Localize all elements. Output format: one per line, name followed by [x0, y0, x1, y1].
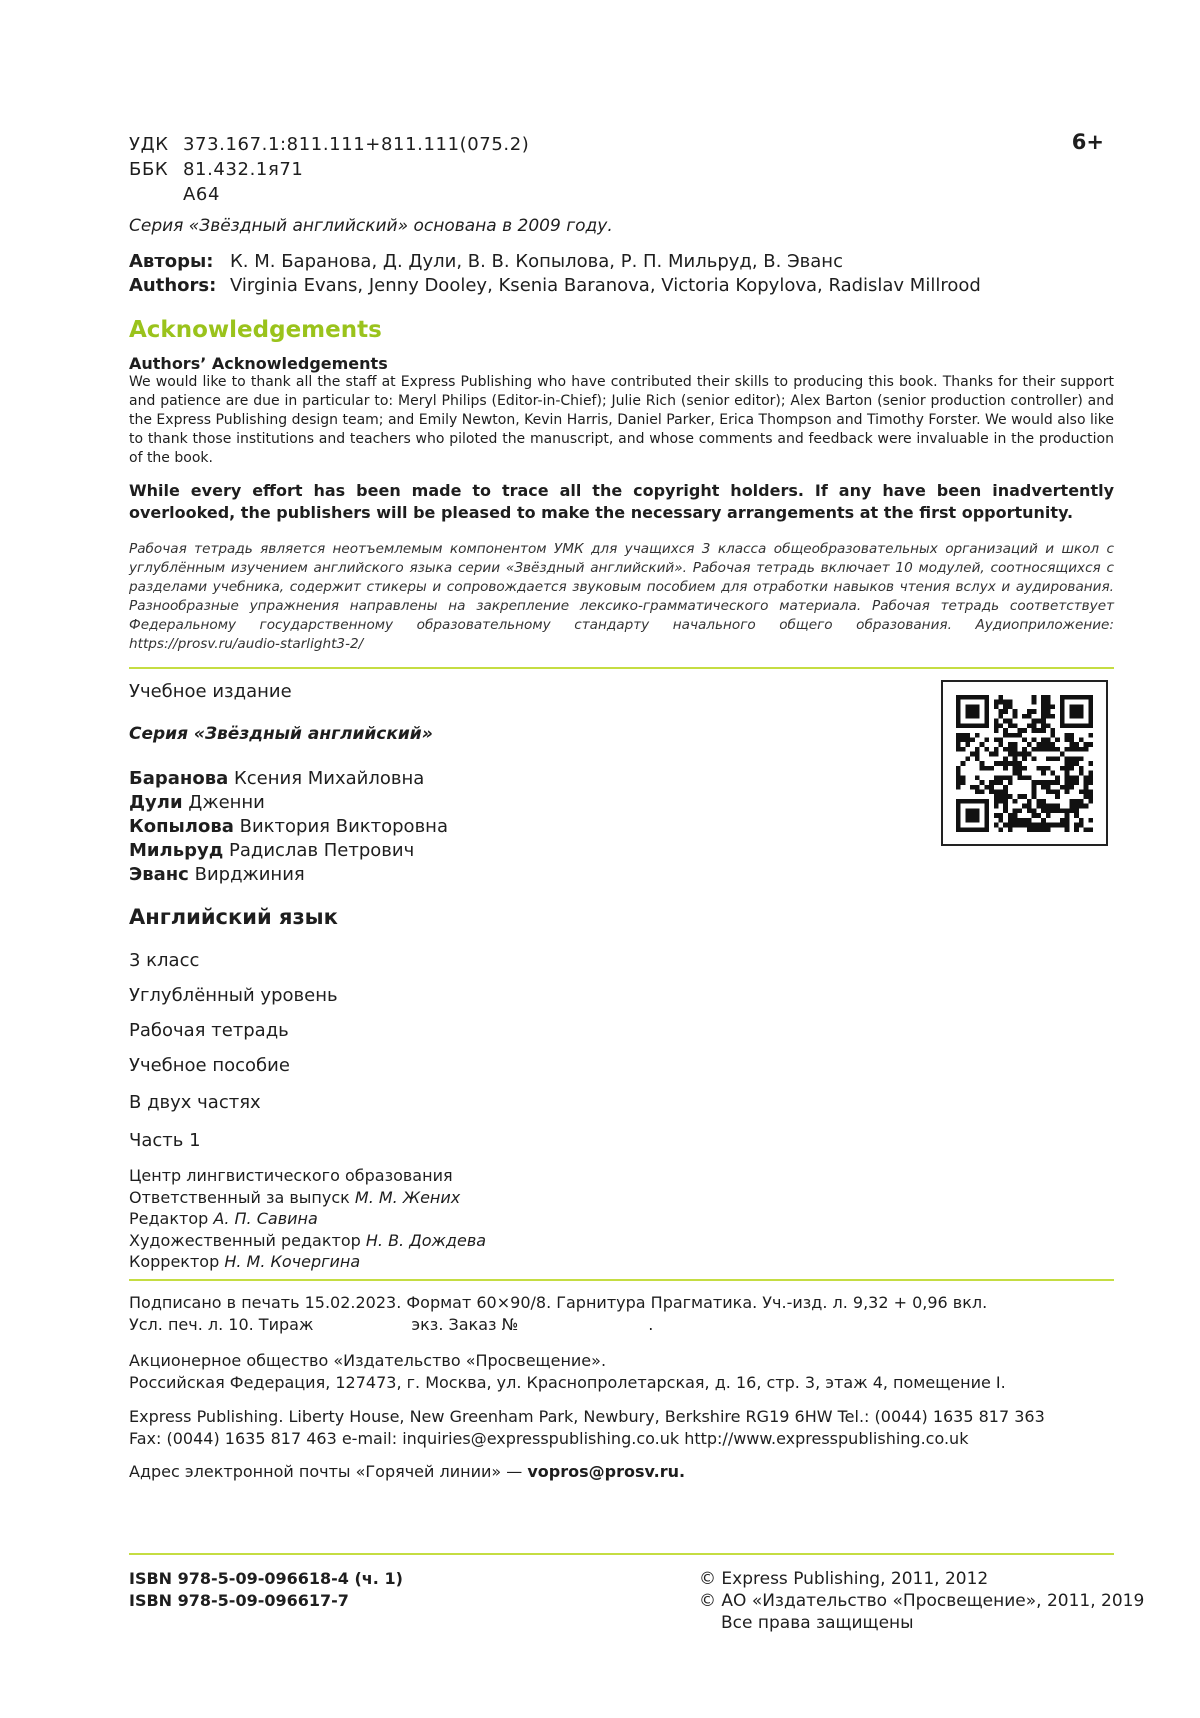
express-line-2: Fax: (0044) 1635 817 463 e-mail: inquiries@expresspublishing.co.uk http://www.expresspublishing.co.uk [129, 1429, 969, 1448]
copyright-3: Все права защищены [721, 1613, 914, 1633]
author-name-row [129, 863, 448, 887]
express-address [129, 1406, 1045, 1450]
publisher-street: Российская Федерация, 127473, г. Москва, ул. Краснопролетарская, д. 16, стр. 3, этаж 4, помещение I. [129, 1373, 1006, 1392]
copyright-block [699, 1568, 1144, 1634]
classification-codes [129, 132, 529, 207]
order-label: экз. Заказ № [411, 1315, 519, 1334]
hotline [129, 1462, 685, 1481]
responsible-line [129, 1187, 486, 1209]
editor-line [129, 1208, 486, 1230]
author-given: Вирджиния [194, 864, 305, 885]
subject-title: Английский язык [129, 905, 338, 929]
authors-ru-value: К. М. Баранова, Д. Дули, В. В. Копылова, Р. П. Мильруд, В. Эванс [230, 251, 843, 272]
book-type: Рабочая тетрадь [129, 1020, 289, 1041]
series-note: Серия «Звёздный английский» основана в 2009 году. [129, 216, 613, 236]
art-editor-label: Художественный редактор [129, 1230, 361, 1250]
author-mark: А64 [183, 184, 221, 205]
author-given: Ксения Михайловна [233, 768, 425, 789]
divider [129, 667, 1114, 669]
author-name-row [129, 815, 448, 839]
acknowledgements-subtitle: Authors’ Acknowledgements [129, 354, 388, 373]
author-given: Радислав Петрович [228, 840, 415, 861]
copyright-notice: While every effort has been made to trace all the copyright holders. If any have been inadvertently overlooked, the publishers will be pleased to make the necessary arrangements at the first opportunity. [129, 481, 1114, 522]
hotline-text: Адрес электронной почты «Горячей линии» — [129, 1462, 523, 1481]
age-rating: 6+ [1071, 130, 1104, 154]
author-surname: Копылова [129, 816, 234, 837]
author-name-row [129, 767, 448, 791]
author-surname: Эванс [129, 864, 189, 885]
parts-info: В двух частях [129, 1092, 261, 1113]
abstract: Рабочая тетрадь является неотъемлемым компонентом УМК для учащихся 3 класса общеобразовательных организаций и школ с углублённым изучением английского языка серии «Звёздный английский». Рабочая тетрадь включает 10 модулей, соотносящихся с разделами учебника, содержит стикеры и сопровождается звуковым пособием для отработки навыков чтения вслух и аудирования. Разнообразные упражнения направлены на закрепление лексико-грамматического материала. Рабочая тетрадь соответствует Федеральному государственному образовательному стандарту начального общего образования. Аудиоприложение: https://prosv.ru/audio-starlight3-2/ [129, 541, 1114, 652]
acknowledgements-body: We would like to thank all the staff at Express Publishing who have contributed their skills to producing this book. Thanks for their support and patience are due in particular to: Meryl Philips (Editor-in-Chief); Julie Rich (senior editor); Alex Barton (senior production controller) and the Express Publishing design team; and Emily Newton, Kevin Harris, Daniel Parker, Erica Thompson and Timothy Forster. We would also like to thank those institutions and teachers who piloted the manuscript, and whose comments and feedback were invaluable in the production of the book. [129, 374, 1114, 466]
isbn-2: ISBN 978-5-09-096617-7 [129, 1591, 349, 1610]
authors-en-label: Authors: [129, 275, 217, 296]
authors-block [129, 250, 981, 298]
author-name-row [129, 839, 448, 863]
staff-credits [129, 1165, 486, 1273]
authors-ru-label: Авторы: [129, 251, 214, 272]
author-names [129, 767, 448, 887]
responsible-label: Ответственный за выпуск [129, 1187, 350, 1207]
author-surname: Дули [129, 792, 183, 813]
author-given: Дженни [188, 792, 265, 813]
divider [129, 1279, 1114, 1281]
bbk-label: ББК [129, 159, 169, 180]
author-surname: Мильруд [129, 840, 224, 861]
print-line-1: Подписано в печать 15.02.2023. Формат 60×90/8. Гарнитура Прагматика. Уч.-изд. л. 9,32 + 0,96 вкл. [129, 1293, 988, 1312]
responsible-name: М. М. Жених [354, 1187, 461, 1207]
udk-label: УДК [129, 134, 169, 155]
acknowledgements-title: Acknowledgements [129, 317, 382, 343]
udk-value: 373.167.1:811.111+811.111(075.2) [183, 134, 530, 155]
editor-label: Редактор [129, 1209, 209, 1228]
series-title: Серия «Звёздный английский» [129, 724, 433, 744]
order-end: . [648, 1315, 654, 1334]
copyright-1: © Express Publishing, 2011, 2012 [699, 1569, 989, 1589]
aid-type: Учебное пособие [129, 1055, 290, 1076]
copyright-2: © АО «Издательство «Просвещение», 2011, 2019 [699, 1591, 1145, 1611]
bbk-value: 81.432.1я71 [183, 159, 304, 180]
author-surname: Баранова [129, 768, 229, 789]
art-editor-line [129, 1230, 486, 1252]
corrector-label: Корректор [129, 1252, 220, 1271]
author-name-row [129, 791, 448, 815]
edition-type: Учебное издание [129, 681, 292, 702]
print-line-2 [129, 1314, 987, 1336]
publisher-name: Акционерное общество «Издательство «Просвещение». [129, 1351, 607, 1370]
center-line: Центр лингвистического образования [129, 1166, 453, 1185]
express-line-1: Express Publishing. Liberty House, New Greenham Park, Newbury, Berkshire RG19 6HW Tel.: (0044) 1635 817 363 [129, 1407, 1045, 1426]
isbn-1: ISBN 978-5-09-096618-4 (ч. 1) [129, 1569, 403, 1588]
corrector-line [129, 1251, 486, 1273]
publisher-address [129, 1350, 1006, 1394]
circulation-label: Усл. печ. л. 10. Тираж [129, 1315, 314, 1334]
grade: 3 класс [129, 950, 200, 971]
art-editor-name: Н. В. Дождева [365, 1230, 487, 1250]
corrector-name: Н. М. Кочергина [224, 1252, 361, 1271]
level: Углублённый уровень [129, 985, 338, 1006]
hotline-email[interactable]: vopros@prosv.ru. [527, 1462, 686, 1481]
qr-code-icon[interactable] [941, 680, 1108, 846]
part-number: Часть 1 [129, 1130, 201, 1151]
authors-en-value: Virginia Evans, Jenny Dooley, Ksenia Baranova, Victoria Kopylova, Radislav Millrood [230, 275, 981, 296]
isbn-block [129, 1568, 403, 1612]
print-details [129, 1292, 987, 1336]
qr-code-graphic [956, 695, 1093, 832]
divider [129, 1553, 1114, 1555]
editor-name: А. П. Савина [213, 1209, 318, 1228]
author-given: Виктория Викторовна [239, 816, 448, 837]
